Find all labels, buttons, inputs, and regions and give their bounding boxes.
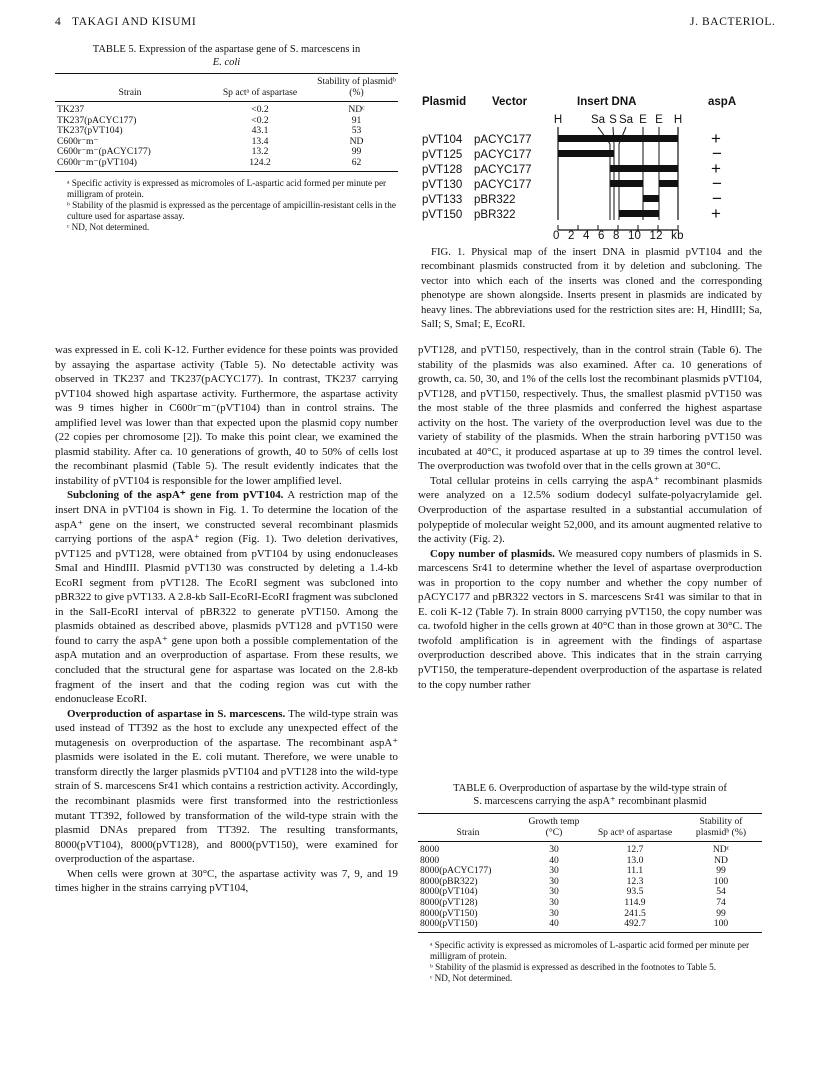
table-row xyxy=(55,102,398,116)
table6-footnote-c: ᶜ ND, Not determined. xyxy=(430,972,513,983)
fig1-vector-label: pACYC177 xyxy=(474,149,532,161)
figure1-caption: FIG. 1. Physical map of the insert DNA in plasmid pVT104 and the recombinant plasmids constructed from it by deletion and subcloning. The vector into which each of the inserts was cloned and the corresponding phenotype are shown alongside. Inserts present in plasmids are indicated by heavy lines. The abbreviations used for the restriction sites are: H, HindIII; Sa, SalI; S, SmaI; E, EcoRI. xyxy=(421,246,762,331)
table6-cell: 99 xyxy=(716,865,726,877)
running-authors: TAKAGI AND KISUMI xyxy=(72,16,197,28)
table6-cell: 30 xyxy=(549,865,559,877)
table6-cell: 8000 xyxy=(420,854,440,866)
table5-cell: 91 xyxy=(351,114,362,126)
table6-cell: 8000(pVT150) xyxy=(420,907,478,919)
right-paragraph-2: Total cellular proteins in cells carrying the aspA⁺ recombinant plasmids were analyzed on a 12.5% sodium dodecyl sulfate-polyacrylamide gel. Overproduction of the aspartase resulted in a substantial accumulation of polypeptide of molecular weight 52,000, and its amount augmented relative to the activity (Fig. 2). xyxy=(418,474,762,546)
right-column xyxy=(418,343,762,692)
table5 xyxy=(55,43,398,233)
table5-cell: C600r⁻m⁻ xyxy=(57,135,99,147)
table6-header-stability: Stability of plasmidᵇ (%) xyxy=(680,814,762,842)
fig1-scale-label: 0 2 4 6 8 10 12 kb xyxy=(553,230,684,242)
table6-cell: 30 xyxy=(549,907,559,919)
table6-cell: 93.5 xyxy=(626,886,644,898)
fig1-insert-pVT125 xyxy=(558,150,614,157)
table6-cell: 8000(pVT150) xyxy=(418,919,518,932)
table6-cell: 30 xyxy=(549,886,559,898)
table6-cell: 11.1 xyxy=(626,865,644,877)
fig1-site-label: Sa xyxy=(618,114,634,126)
table5-cell: <0.2 xyxy=(251,114,269,126)
page-number: 4 xyxy=(55,16,62,28)
section-heading-overproduction: Overproduction of aspartase in S. marcescens. xyxy=(67,707,286,720)
table5-cell: 13.2 xyxy=(251,146,269,158)
table-row xyxy=(55,158,398,171)
table6 xyxy=(418,782,762,984)
left-paragraph-4: When cells were grown at 30°C, the aspartase activity was 7, 9, and 19 times higher in the strains carrying pVT104, xyxy=(55,867,398,895)
table6-cell: 13.0 xyxy=(626,854,644,866)
right-paragraph-1: pVT128, and pVT150, respectively, than in the control strain (Table 6). The stability of the plasmids was also examined. After ca. 10 generations of growth, ca. 50, 30, and 1% of the cells lost the recombinant plasmids pVT104, pVT128, and pVT150, respectively. Thus, the smallest plasmid pVT150 was the most stable of the three plasmids and conferred the highest aspartase activity on the host. The variety of the overproduction level was due to the variety of stability of the plasmids. When the strain harboring pVT150 was incubated at 40°C, it produced aspartase at up to 39 times the control level. The overproduction was twofold over that in the cells grown at 30°C. xyxy=(418,344,762,473)
left-paragraph-2: A restriction map of the insert DNA in pVT104 is shown in Fig. 1. To determine the location of the aspA⁺ gene on the insert, we constructed several recombinant plasmids carrying portions of the aspA⁺ region (Fig. 1). Two deletion derivatives, pVT125 and pVT128, were obtained from pVT104 by using endonucleases SmaI and HindIII. Plasmid pVT130 was constructed by deleting a 1.4-kb EcoRI segment from pVT128. The EcoRI segment was subcloned into pBR322 to give pVT133. A 2.8-kb SalI-EcoRI-EcoRI fragment was subcloned in the SalI-EcoRI interval of pBR322 to generate pVT150. Among the plasmids obtained as described above, plasmids pVT128 and pVT150 were found to carry the aspA⁺ gene upon both a possible complementation of the aspA mutation and an overproduction of aspartase. From these results, we concluded that the structural gene for aspartase was located on the 2.8-kb fragment of the insert and that the coding region was cut with the endonuclease EcoRI. xyxy=(55,489,398,706)
section-heading-subcloning: Subcloning of the aspA⁺ gene from pVT104. xyxy=(67,489,284,502)
fig1-site-label: H xyxy=(553,114,563,126)
table5-cell: 124.2 xyxy=(205,158,315,171)
table6-cell: 30 xyxy=(549,875,559,887)
table5-cell: C600r⁻m⁻(pACYC177) xyxy=(57,146,151,158)
fig1-insert-pVT130-b xyxy=(659,180,678,187)
fig1-site-label: Sa xyxy=(590,114,606,126)
table6-caption-line2: S. marcescens carrying the aspA⁺ recombinant plasmid xyxy=(473,796,707,807)
left-paragraph-3: The wild-type strain was used instead of TT392 as the host to exclude any unexpected effect of the mutagenesis on overproduction of the aspartase. The recombinant aspA⁺ plasmids were isolated in the E. coli mutant. Therefore, we were unable to transform directly the larger plasmids pVT104 and pVT128 into the wild-type strain of S. marcescens Sr41 which contains a restriction activity. Accordingly, the recombinant plasmids were first transformed into the restrictionless mutant TT392, followed by transformation of the wild-type strain with the plasmid DNAs prepared from TT392. The resulting transformants, 8000(pVT104), 8000(pVT128), and 8000(pVT150), were examined for overproduction of the aspartase. xyxy=(55,707,398,866)
table-row xyxy=(418,898,762,909)
table5-header-spact: Sp actᵃ of aspartase xyxy=(205,74,315,102)
table6-cell: 54 xyxy=(716,886,726,898)
table6-grid xyxy=(418,813,762,933)
table6-cell: 12.7 xyxy=(626,844,644,855)
fig1-plasmid-label: pVT150 xyxy=(422,209,463,221)
fig1-site-label: E xyxy=(655,114,663,126)
table5-caption-line1: TABLE 5. Expression of the aspartase gene of S. marcescens in xyxy=(92,44,361,55)
table5-grid xyxy=(55,73,398,172)
table6-cell: 8000(pVT104) xyxy=(420,886,478,898)
table6-header-spact: Sp actᵃ of aspartase xyxy=(590,814,680,842)
table5-cell: TK237(pACYC177) xyxy=(57,114,137,126)
fig1-phenotype: + xyxy=(711,129,721,148)
table6-cell: 40 xyxy=(518,919,590,932)
table-row xyxy=(55,126,398,137)
fig1-plasmid-label: pVT128 xyxy=(422,164,463,176)
fig1-insert-pVT128 xyxy=(610,165,678,172)
fig1-site-label: H xyxy=(673,114,683,126)
table-row xyxy=(418,842,762,856)
table6-cell: 100 xyxy=(680,919,762,932)
fig1-phenotype: + xyxy=(711,204,721,223)
table5-cell: 53 xyxy=(351,125,362,137)
right-paragraph-3: We measured copy numbers of plasmids in S. marcescens Sr41 to determine whether the level of aspartase overproduction was in proportion to the copy number and whether the copy number of pACYC177 and pBR322 vectors in S. marcescens Sr41 was similar to that in E. coli K-12 (Table 7). In strain 8000 carrying pVT150, the copy number was ca. twofold higher in the cells grown at 40°C than in those grown at 30°C. The twofold amplification is in agreement with the findings of aspartase overproduction described above. This indicates that in the strain carrying pVT150, the temperature-dependent overproduction of the aspartase is related to the copy number rather xyxy=(418,547,763,691)
table-row xyxy=(418,919,762,932)
table5-cell: ND xyxy=(349,135,364,147)
table5-cell: 43.1 xyxy=(251,125,269,137)
table6-header-strain: Strain xyxy=(418,814,518,842)
table6-cell: 30 xyxy=(549,844,559,855)
table5-footnote-b: ᵇ Stability of the plasmid is expressed as the percentage of ampicillin-resistant cells in the culture used for aspartase assay. xyxy=(67,199,396,221)
fig1-vector-label: pACYC177 xyxy=(474,164,532,176)
table5-cell: <0.2 xyxy=(251,104,269,115)
table6-cell: 40 xyxy=(549,854,559,866)
table6-cell: 30 xyxy=(549,896,559,908)
table5-cell: NDᶜ xyxy=(348,104,365,115)
fig1-insert-pVT133 xyxy=(643,195,659,202)
table6-caption-line1: TABLE 6. Overproduction of aspartase by the wild-type strain of xyxy=(453,783,727,794)
fig1-heading-aspA: aspA xyxy=(708,96,737,108)
table6-cell: 114.9 xyxy=(624,896,646,908)
table5-footnote-c: ᶜ ND, Not determined. xyxy=(67,221,150,232)
fig1-vector-label: pBR322 xyxy=(474,194,516,206)
fig1-heading-plasmid: Plasmid xyxy=(422,96,467,108)
table5-cell: 13.4 xyxy=(251,135,269,147)
fig1-vector-label: pACYC177 xyxy=(474,134,532,146)
fig1-insert-pVT130-a xyxy=(610,180,643,187)
fig1-heading-vector: Vector xyxy=(492,96,528,108)
table6-cell: 99 xyxy=(716,907,726,919)
table6-cell: 241.5 xyxy=(624,907,646,919)
table5-caption-line2: E. coli xyxy=(212,57,241,68)
table5-footnote-a: ᵃ Specific activity is expressed as micromoles of L-aspartic acid formed per minute per milligram of protein. xyxy=(67,177,387,199)
fig1-heading-insert: Insert DNA xyxy=(577,96,637,108)
fig1-site-label: S xyxy=(609,114,617,126)
table6-cell: 100 xyxy=(713,875,729,887)
fig1-phenotype: − xyxy=(712,144,722,163)
table5-cell: TK237 xyxy=(57,104,85,115)
table6-header-temp: Growth temp (°C) xyxy=(518,814,590,842)
table6-cell: 74 xyxy=(716,896,726,908)
fig1-site-label: E xyxy=(639,114,647,126)
table5-cell: TK237(pVT104) xyxy=(57,125,123,137)
table5-header-strain: Strain xyxy=(55,74,205,102)
section-heading-copy-number: Copy number of plasmids. xyxy=(430,547,555,560)
table5-cell: 62 xyxy=(315,158,398,171)
table6-cell: 12.3 xyxy=(626,875,644,887)
left-paragraph-1: was expressed in E. coli K-12. Further evidence for these points was provided by assaying the aspartase activity (Table 5). No detectable activity was observed in TK237 and TK237(pACYC177). In contrast, TK237 carrying pVT104 showed high aspartase activity. Furthermore, the aspartase activity was 9 times higher in C600r⁻m⁻(pVT104) than in control strains. The amplified level was lower than that expected upon the plasmid copy number (22 copies per chromosome [2]). To make this point clear, we examined the plasmid stability. After ca. 10 generations of growth, 40 to 50% of cells lost the recombinant plasmid (Table 5). The result evidently indicates that the instability of pVT104 is responsible for the lower amplified level. xyxy=(55,344,398,487)
table6-cell: NDᶜ xyxy=(712,844,730,855)
fig1-plasmid-label: pVT133 xyxy=(422,194,463,206)
table6-footnote-a: ᵃ Specific activity is expressed as micromoles of L-aspartic acid formed per minute per milligram of protein. xyxy=(430,939,750,961)
table5-cell: C600r⁻m⁻(pVT104) xyxy=(55,158,205,171)
fig1-insert-pVT150 xyxy=(619,210,659,217)
fig1-vector-label: pBR322 xyxy=(474,209,516,221)
table6-cell: 8000(pVT128) xyxy=(420,896,478,908)
figure1-map xyxy=(412,92,762,242)
table6-cell: 8000(pBR322) xyxy=(420,875,478,887)
fig1-plasmid-label: pVT125 xyxy=(422,149,463,161)
table5-cell: 99 xyxy=(351,146,362,158)
fig1-phenotype: − xyxy=(712,189,722,208)
table6-cell: 8000(pACYC177) xyxy=(420,865,492,877)
fig1-vector-label: pACYC177 xyxy=(474,179,532,191)
fig1-phenotype: − xyxy=(712,174,722,193)
table6-footnote-b: ᵇ Stability of the plasmid is expressed as described in the footnotes to Table 5. xyxy=(430,961,717,972)
left-column xyxy=(55,343,398,896)
fig1-plasmid-label: pVT104 xyxy=(422,134,463,146)
fig1-plasmid-label: pVT130 xyxy=(422,179,463,191)
table5-header-stability: Stability of plasmidᵇ (%) xyxy=(315,74,398,102)
table6-cell: 492.7 xyxy=(590,919,680,932)
fig1-phenotype: + xyxy=(711,159,721,178)
table6-cell: 8000 xyxy=(420,844,440,855)
fig1-insert-pVT104 xyxy=(558,135,678,142)
journal-name: J. BACTERIOL. xyxy=(690,16,776,28)
table6-cell: ND xyxy=(714,854,728,866)
